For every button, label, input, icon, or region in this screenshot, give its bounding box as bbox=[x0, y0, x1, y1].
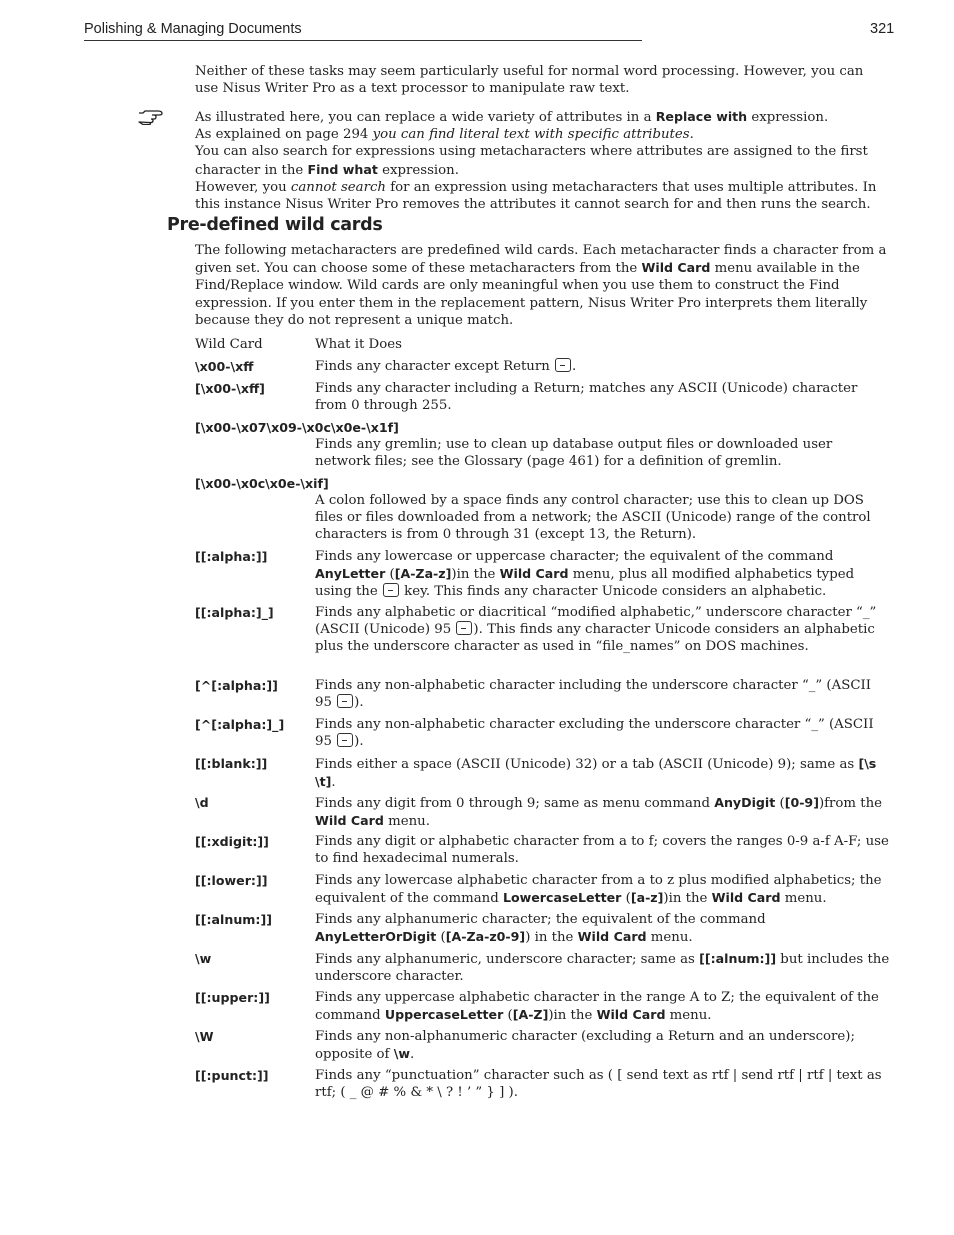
note-line-3: You can also search for expressions using metacharacters where attributes are assigned to the first character in the Find what expression. bbox=[195, 144, 868, 178]
section-intro: The following metacharacters are predefined wild cards. Each metacharacter finds a character from a given set. You can choose some of these metacharacters from the Wild Card menu available in the Find/Replace window. Wild cards are only meaningful when you use them to construct the Find expression. If you enter them in the replacement pattern, Nisus Writer Pro interprets them literally because they do not represent a unique match. bbox=[195, 243, 887, 328]
note-line-4: However, you cannot search for an expression using metacharacters that uses multiple attributes. In this instance Nisus Writer Pro removes the attributes it cannot search for and then runs the search. bbox=[195, 179, 877, 213]
underscore-key-icon bbox=[337, 694, 353, 708]
option-key-icon bbox=[383, 583, 399, 597]
note-line-2: As explained on page 294 you can find literal text with specific attributes. bbox=[195, 127, 694, 143]
pointing-hand-icon bbox=[138, 107, 164, 125]
section-heading: Pre-defined wild cards bbox=[167, 215, 383, 235]
column-header-wild-card: Wild Card bbox=[195, 337, 263, 352]
underscore-key-icon bbox=[337, 733, 353, 747]
intro-paragraph: Neither of these tasks may seem particularly useful for normal word processing. However, you can use Nisus Writer Pro as a text processor to manipulate raw text. bbox=[195, 64, 864, 97]
column-header-what-it-does: What it Does bbox=[315, 337, 402, 352]
return-key-icon bbox=[555, 358, 571, 372]
page-header bbox=[84, 20, 642, 41]
note-block bbox=[195, 108, 890, 213]
section-title: Polishing & Managing Documents bbox=[84, 21, 302, 37]
page-number: 321 bbox=[870, 21, 895, 37]
underscore-key-icon bbox=[456, 621, 472, 635]
note-line-1: As illustrated here, you can replace a wide variety of attributes in a Replace with expression. bbox=[195, 109, 829, 125]
